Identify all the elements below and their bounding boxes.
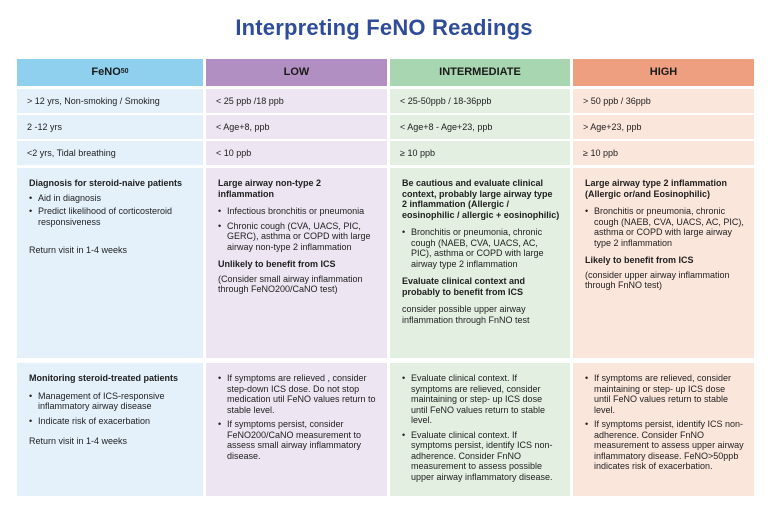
naive-purpose-list <box>29 193 193 228</box>
header-feno-subscript: 50 <box>120 68 129 76</box>
treated-label-cell <box>17 363 203 496</box>
naive-intermediate-list <box>402 227 560 269</box>
list-item: • If symptoms are relieved , consider step-down ICS dose. Do not stop medication util FeNO values return to stable level. <box>218 373 377 415</box>
list-item: • Evaluate clinical context. If symptoms are relieved, consider maintaining or step- up ICS dose until FeNO values return to stable level. <box>402 373 560 426</box>
naive-high-subheading: Likely to benefit from ICS <box>585 255 694 265</box>
header-low: LOW <box>206 59 387 86</box>
row-infant-high: ≥ 10 ppb <box>573 141 754 165</box>
naive-high-heading: Large airway type 2 inflammation (Allergic or/and Eosinophilic) <box>585 178 728 199</box>
treated-high-list <box>585 373 744 472</box>
treated-low-cell <box>206 363 387 496</box>
list-item: • Indicate risk of exacerbation <box>29 416 193 427</box>
row-child-intermediate: < Age+8 - Age+23, ppb <box>390 115 570 139</box>
row-adult-high: > 50 ppb / 36ppb <box>573 89 754 113</box>
list-item: • Aid in diagnosis <box>29 193 193 204</box>
header-feno-label: FeNO <box>91 66 121 79</box>
list-item: • If symptoms are relieved, consider maintaining or step- up ICS dose until FeNO values return to stable level. <box>585 373 744 415</box>
row-child-high: > Age+23, ppb <box>573 115 754 139</box>
naive-low-subheading: Unlikely to benefit from ICS <box>218 259 336 269</box>
list-item: • Bronchitis or pneumonia, chronic cough (NAEB, CVA, UACS, AC, PIC), asthma or COPD with large airway type 2 inflammation <box>402 227 560 269</box>
naive-label-cell <box>17 168 203 358</box>
list-item: • If symptoms persist, identify ICS non-adherence. Consider FnNO measurement to assess upper airway inflammatory disease. FeNO>50ppb indicates risk of exacerbation. <box>585 419 744 472</box>
header-intermediate: INTERMEDIATE <box>390 59 570 86</box>
naive-heading: Diagnosis for steroid-naive patients <box>29 178 183 188</box>
naive-low-list <box>218 206 377 252</box>
list-item: • If symptoms persist, consider FeNO200/CaNO measurement to assess small airway inflammatory disease. <box>218 419 377 461</box>
naive-low-subtext: (Consider small airway inflammation through FeNO200/CaNO test) <box>218 273 363 294</box>
treated-high-cell <box>573 363 754 496</box>
naive-high-list <box>585 206 744 248</box>
naive-intermediate-cell <box>390 168 570 358</box>
row-adult-intermediate: < 25-50ppb / 18-36ppb <box>390 89 570 113</box>
page-title: Interpreting FeNO Readings <box>235 15 533 40</box>
list-item: • Chronic cough (CVA, UACS, PIC, GERC), asthma or COPD with large airway non-type 2 inflammation <box>218 221 377 253</box>
row-infant-label: <2 yrs, Tidal breathing <box>17 141 203 165</box>
naive-low-heading: Large airway non-type 2 inflammation <box>218 178 322 199</box>
naive-intermediate-subheading: Evaluate clinical context and probably to benefit from ICS <box>402 276 526 297</box>
naive-intermediate-subtext: consider possible upper airway inflammation through FnNO test <box>402 304 530 325</box>
naive-intermediate-heading: Be cautious and evaluate clinical context, probably large airway type 2 inflammation (Allergic / eosinophilic / allergic + eosinophilic) <box>402 178 560 220</box>
row-child-low: < Age+8, ppb <box>206 115 387 139</box>
treated-purpose-list <box>29 391 193 427</box>
treated-return-visit: Return visit in 1-4 weeks <box>29 436 128 446</box>
list-item: • Evaluate clinical context. If symptoms persist, identify ICS non-adherence. Consider FnNO measurement to assess possible upper airway inflammatory disease. <box>402 430 560 483</box>
naive-low-cell <box>206 168 387 358</box>
treated-intermediate-cell <box>390 363 570 496</box>
naive-high-cell <box>573 168 754 358</box>
list-item: • Bronchitis or pneumonia, chronic cough (NAEB, CVA, UACS, AC, PIC), asthma or COPD with large airway type 2 inflammation <box>585 206 744 248</box>
treated-heading: Monitoring steroid-treated patients <box>29 373 179 383</box>
header-high: HIGH <box>573 59 754 86</box>
list-item: • Predict likelihood of corticosteroid responsiveness <box>29 206 193 227</box>
naive-high-subtext: (consider upper airway inflammation through FnNO test) <box>585 269 730 290</box>
row-infant-intermediate: ≥ 10 ppb <box>390 141 570 165</box>
row-adult-low: < 25 ppb /18 ppb <box>206 89 387 113</box>
row-adult-label: > 12 yrs, Non-smoking / Smoking <box>17 89 203 113</box>
row-child-label: 2 -12 yrs <box>17 115 203 139</box>
header-feno <box>17 59 203 86</box>
treated-intermediate-list <box>402 373 560 482</box>
treated-low-list <box>218 373 377 461</box>
list-item: • Infectious bronchitis or pneumonia <box>218 206 377 217</box>
row-infant-low: < 10 ppb <box>206 141 387 165</box>
list-item: • Management of ICS-responsive inflammatory airway disease <box>29 391 193 412</box>
naive-return-visit: Return visit in 1-4 weeks <box>29 245 128 255</box>
